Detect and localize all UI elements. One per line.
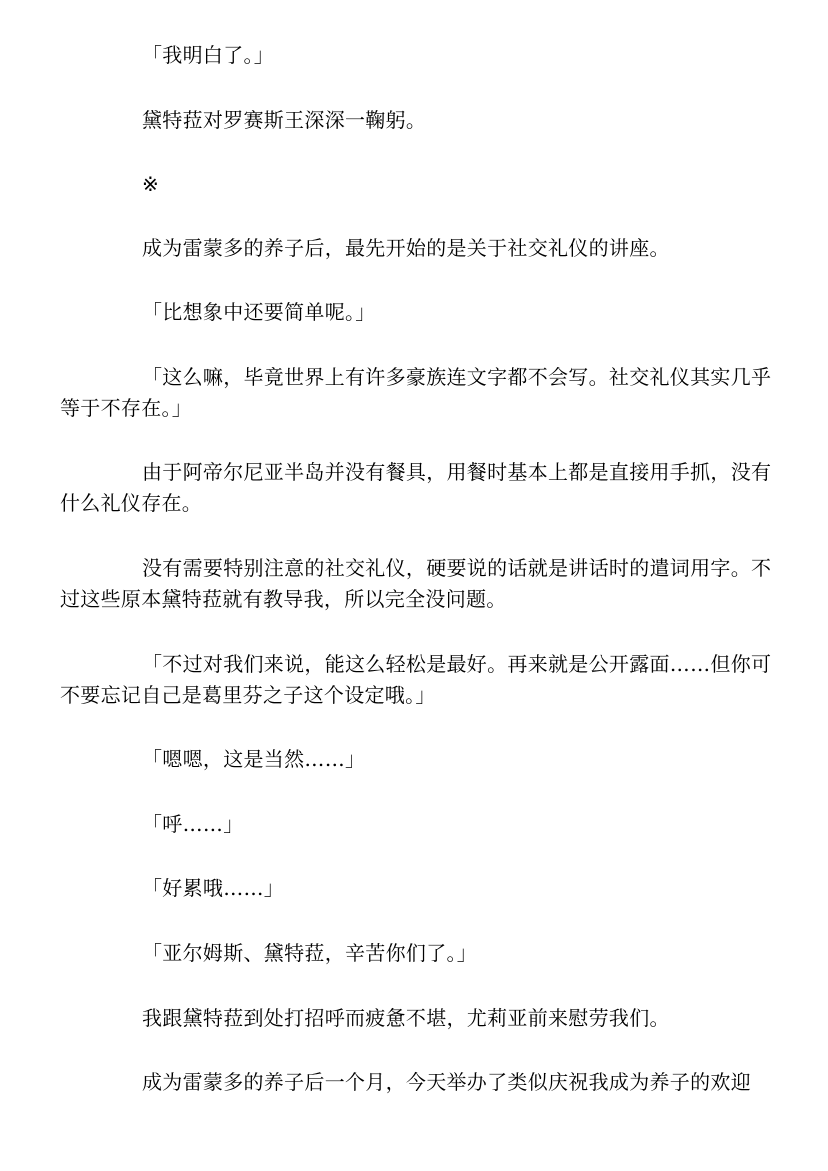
paragraph-2: 黛特菈对罗赛斯王深深一鞠躬。	[142, 108, 427, 132]
paragraph-8: 没有需要特别注意的社交礼仪，硬要说的话就是讲话时的遣词用字。不过这些原本黛特菈就有教导我，所以完全没问题。	[60, 556, 772, 611]
paragraph-10: 「嗯嗯，这是当然……」	[142, 747, 366, 771]
paragraph-4: 成为雷蒙多的养子后，最先开始的是关于社交礼仪的讲座。	[142, 236, 670, 260]
paragraph-6: 「这么嘛，毕竟世界上有许多豪族连文字都不会写。社交礼仪其实几乎等于不存在。」	[60, 365, 772, 420]
paragraph-13: 「亚尔姆斯、黛特菈，辛苦你们了。」	[142, 941, 478, 965]
paragraph-1: 「我明白了。」	[142, 43, 275, 67]
paragraph-11: 「呼……」	[142, 812, 244, 836]
paragraph-12: 「好累哦……」	[142, 876, 285, 900]
paragraph-7: 由于阿帝尔尼亚半岛并没有餐具，用餐时基本上都是直接用手抓，没有什么礼仪存在。	[60, 460, 772, 515]
paragraph-3: ※	[142, 172, 160, 196]
paragraph-14: 我跟黛特菈到处打招呼而疲惫不堪，尤莉亚前来慰劳我们。	[142, 1006, 670, 1030]
paragraph-5: 「比想象中还要简单呢。」	[142, 300, 376, 324]
paragraph-9: 「不过对我们来说，能这么轻松是最好。再来就是公开露面……但你可不要忘记自己是葛里芬之子这个设定哦。」	[60, 652, 772, 707]
paragraph-15: 成为雷蒙多的养子后一个月，今天举办了类似庆祝我成为养子的欢迎	[142, 1070, 751, 1094]
